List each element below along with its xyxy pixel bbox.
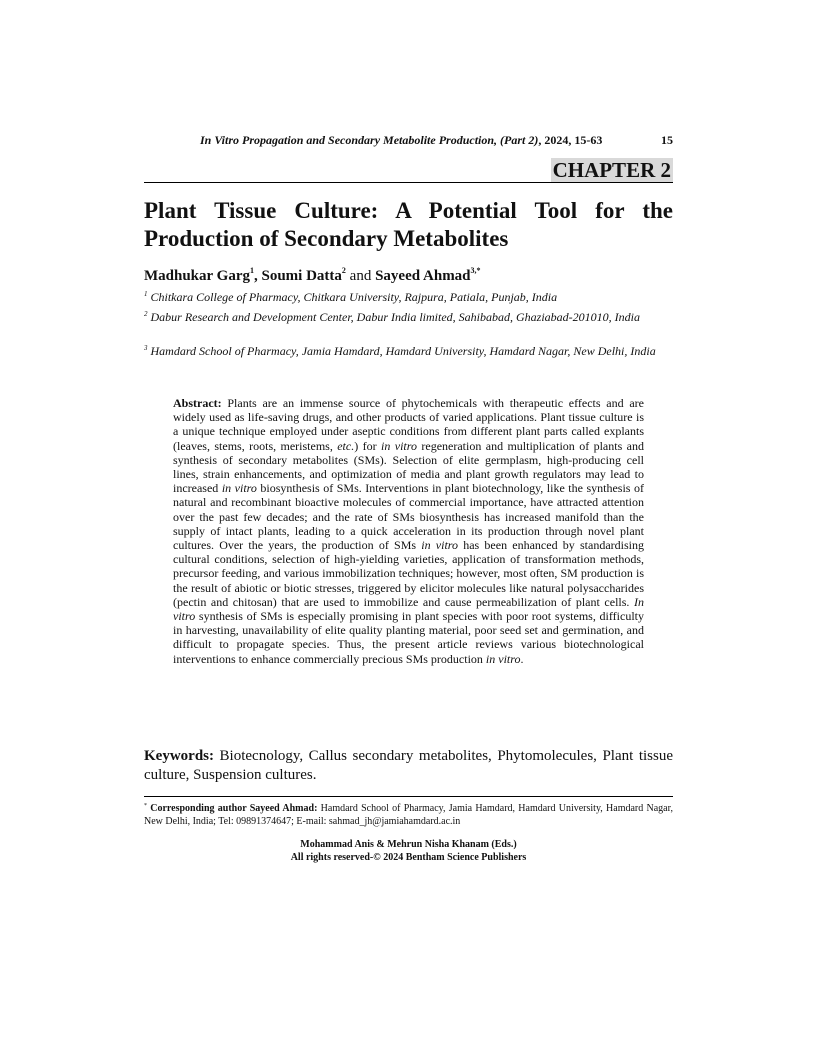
running-head-title: In Vitro Propagation and Secondary Metabolite Production, (Part 2) [200, 133, 539, 147]
chapter-rule [144, 182, 673, 183]
abstract-italic: in vitro [421, 538, 459, 553]
footnote-mark: * [144, 803, 147, 809]
affiliation-mark: 3 [144, 344, 148, 352]
affiliation-mark: 1 [144, 290, 148, 298]
author-separator: and [345, 268, 376, 284]
affiliation [144, 286, 673, 305]
page-number: 15 [661, 133, 673, 147]
author-separator: , [254, 268, 262, 284]
abstract-text: ) for [354, 438, 382, 453]
abstract-text: . [520, 651, 524, 666]
keywords-label: Keywords: [144, 748, 214, 764]
author-affiliation-mark: 3,* [470, 266, 481, 275]
publisher-block [144, 838, 673, 864]
affiliation-mark: 2 [144, 310, 148, 318]
footnote [144, 800, 673, 828]
abstract-text: biosynthesis of SMs. Interventions in plant biotechnology, like the synthesis of natural and recombinant bioactive molecules of commercial importance, have attracted attention over the past few decades; and the rate of SMs biosynthesis has increased manifold than the supply of intact plants, leading to a quick acceleration in its production through novel plant cultures. Over the years, the production of SMs [173, 481, 644, 553]
footnote-label: Corresponding author Sayeed Ahmad: [150, 803, 318, 814]
author-name: Soumi Datta [261, 268, 342, 284]
affiliation-text: Hamdard School of Pharmacy, Jamia Hamdard, Hamdard University, Hamdard Nagar, New Delhi, India [150, 344, 656, 358]
footnote-text: Hamdard School of Pharmacy, Jamia Hamdard, Hamdard University, Hamdard Nagar, New Delhi, India; Tel: 09891374647; E-mail: sahmad_jh@jamiahamdard.ac.in [144, 803, 674, 827]
affiliation-text: Chitkara College of Pharmacy, Chitkara University, Rajpura, Patiala, Punjab, India [150, 290, 558, 304]
article-title: Plant Tissue Culture: A Potential Tool for the Production of Secondary Metabolites [144, 198, 673, 251]
abstract-italic: in vitro [221, 481, 257, 496]
keywords [144, 747, 673, 785]
editors-line: Mohammad Anis & Mehrun Nisha Khanam (Eds.) [300, 839, 517, 850]
affiliation [144, 340, 673, 359]
abstract-italic: In vitro [173, 594, 644, 624]
footnote-rule [144, 796, 673, 797]
abstract-text: Plants are an immense source of phytochemicals with therapeutic effects and are widely used as life-saving drugs, and other products of varied applications. Plant tissue culture is a unique technique employed under aseptic conditions from different plant parts called explants (leaves, stems, roots, meristems, [173, 396, 644, 453]
abstract-italic: in vitro [381, 438, 417, 453]
keywords-text: Biotecnology, Callus secondary metabolites, Phytomolecules, Plant tissue culture, Suspension cultures. [144, 748, 673, 783]
affiliation-text: Dabur Research and Development Center, Dabur India limited, Sahibabad, Ghaziabad-201010, India [150, 310, 640, 324]
running-head-year-pages: , 2024, 15-63 [538, 133, 603, 147]
author-list [144, 262, 673, 285]
abstract-text: has been enhanced by standardising cultural conditions, selection of high-yielding varieties, application of transformation methods, precursor feeding, and various immobilization techniques; however, most often, SM production is the result of abiotic or biotic stresses, triggered by elicitor molecules like natural polysaccharides (pectin and chitosan) that are used to immobilize and cause permeabilization of plant cells. [173, 538, 644, 609]
author-affiliation-mark: 1 [250, 266, 254, 275]
abstract-text: synthesis of SMs is especially promising in plant species with poor root systems, difficulty in harvesting, unavailability of elite quality planting material, poor seed set and germination, and difficult to propagate species. Thus, the present article reviews various biotechnological interventions to enhance commercially precious SMs production [173, 609, 644, 666]
running-head [200, 133, 673, 148]
rights-line: All rights reserved-© 2024 Bentham Science Publishers [290, 852, 527, 863]
chapter-label: CHAPTER 2 [552, 158, 671, 182]
author-name: Madhukar Garg [144, 268, 250, 284]
abstract [173, 396, 644, 666]
affiliation [144, 306, 673, 325]
abstract-label: Abstract: [173, 396, 222, 410]
abstract-italic: in vitro [485, 651, 521, 666]
author-affiliation-mark: 2 [341, 266, 346, 275]
abstract-italic: etc. [337, 438, 355, 453]
author-name: Sayeed Ahmad [375, 268, 471, 284]
abstract-text: regeneration and multiplication of plants and synthesis of secondary metabolites (SMs). Selection of elite germplasm, high-producing cell lines, strain enhancements, and optimization of media and plant growth regulators may lead to increased [173, 438, 644, 496]
